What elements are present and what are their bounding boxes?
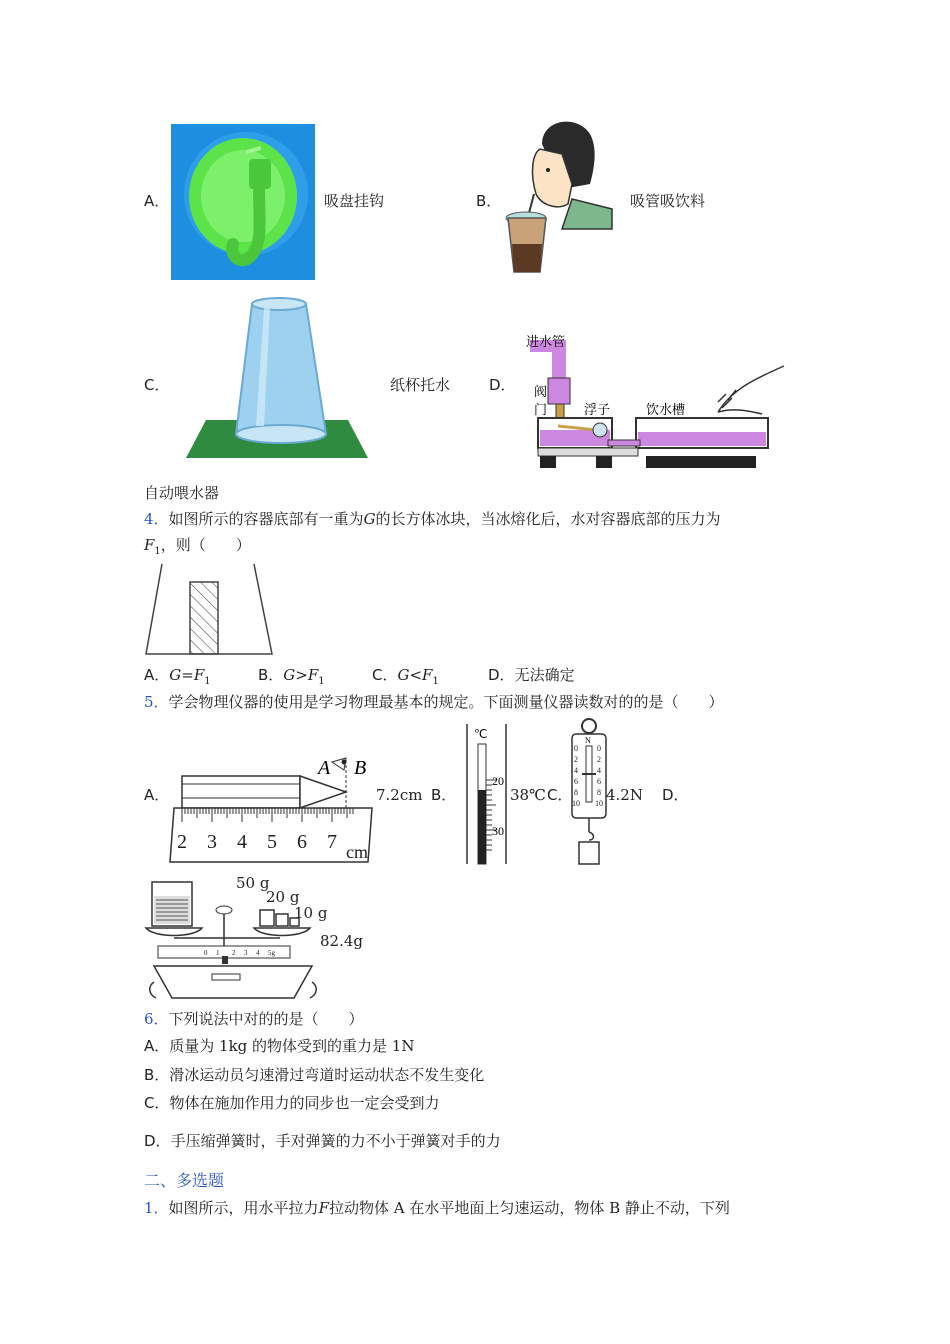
svg-text:0: 0 [597,744,601,753]
q6-number: 6． [144,1010,169,1028]
balance-weight-10g: 10 g [294,904,328,922]
thermometer-unit: ℃ [474,727,488,741]
balance-weight-20g: 20 g [266,888,300,906]
option-d-letter: D． [489,376,516,394]
option-d-caption: 自动喂水器 [144,484,220,502]
q6-option-c[interactable]: C．物体在施加作用力的同步也一定会受到力 [144,1094,440,1112]
q4-option-b[interactable]: B．$G>F_1$ [258,666,325,687]
q5-option-a-letter: A． [144,786,170,804]
ruler-tick-7: 7 [327,831,337,853]
spring-top-label: N [585,736,591,745]
feeder-label-valve-1: 阀 [534,384,548,399]
suction-hook-image [171,124,315,280]
svg-text:0: 0 [574,744,578,753]
option-c-letter: C． [144,376,170,394]
thermometer-figure [462,722,510,866]
svg-text:6: 6 [597,777,601,786]
q4-option-d[interactable]: D．无法确定 [488,666,575,684]
q4-stem-line1: 4．如图所示的容器底部有一重为G的长方体冰块，当冰熔化后，水对容器底部的压力为 [144,510,721,528]
balance-weight-50g: 50 g [236,874,270,892]
q5-option-d-letter: D． [662,786,689,804]
svg-text:10: 10 [595,799,603,808]
svg-text:4: 4 [574,766,578,775]
paper-cup-image [186,296,368,460]
feeder-label-trough: 饮水槽 [646,402,686,417]
q5-option-b-letter: B． [431,786,457,804]
thermometer-tick-30: 30 [492,824,504,838]
q4-stem-line2: $F_1$，则（ ） [144,536,251,557]
option-c-caption: 纸杯托水 [390,376,451,394]
q4-option-a[interactable]: A．$G=F_1$ [144,666,211,687]
svg-text:5g: 5g [268,949,275,957]
svg-text:2: 2 [574,755,578,764]
feeder-label-inlet: 进水管 [526,334,566,349]
q6-option-b[interactable]: B．滑冰运动员匀速滑过弯道时运动状态不发生变化 [144,1066,485,1084]
ruler-tick-4: 4 [237,831,247,853]
mq1-number: 1． [144,1199,169,1217]
svg-text:0: 0 [204,949,208,957]
feeder-label-valve-2: 门 [534,402,548,417]
ruler-figure [168,750,376,870]
q6-option-a[interactable]: A．质量为 1kg 的物体受到的重力是 1N [144,1037,415,1055]
svg-text:2: 2 [232,949,236,957]
straw-drink-image [502,114,614,278]
ruler-tick-5: 5 [267,831,277,853]
option-a-caption: 吸盘挂钩 [324,192,385,210]
q4-option-c[interactable]: C．$G<F_1$ [372,666,439,687]
q5-option-c-letter: C． [547,786,573,804]
q6-option-d[interactable]: D．手压缩弹簧时，手对弹簧的力不小于弹簧对手的力 [144,1132,501,1150]
q5-option-d-value: 82.4g [320,932,364,950]
svg-text:4: 4 [597,766,601,775]
svg-text:10: 10 [572,799,580,808]
ruler-tick-3: 3 [207,831,217,853]
svg-text:2: 2 [597,755,601,764]
option-a-letter: A． [144,192,170,210]
section-title-multiple-choice: 二、多选题 [144,1171,225,1190]
q5-option-a-value: 7.2cm [376,786,423,804]
q4-number: 4． [144,510,169,528]
ruler-unit: cm [346,842,368,862]
option-b-letter: B． [476,192,502,210]
q5-option-c-value: 4.2N [606,786,643,804]
svg-text:4: 4 [256,949,260,957]
spring-scale-figure [568,716,610,868]
feeder-label-float: 浮子 [584,402,611,417]
q5-option-b-value: 38℃ [510,786,546,804]
thermometer-tick-20: 20 [492,774,504,788]
q6-stem: 6．下列说法中对的的是（ ） [144,1010,364,1028]
ruler-mark-a: A [318,757,331,779]
svg-text:8: 8 [574,788,578,797]
svg-text:6: 6 [574,777,578,786]
q5-number: 5． [144,693,169,711]
ruler-mark-b: B [354,757,367,779]
svg-text:8: 8 [597,788,601,797]
ruler-tick-6: 6 [297,831,307,853]
svg-text:3: 3 [244,949,248,957]
q5-stem: 5．学会物理仪器的使用是学习物理最基本的规定。下面测量仪器读数对的的是（ ） [144,693,724,711]
option-b-caption: 吸管吸饮料 [630,192,706,210]
svg-text:1: 1 [216,949,220,957]
auto-feeder-image [522,330,790,472]
ruler-tick-2: 2 [177,831,187,853]
mq1-stem: 1．如图所示，用水平拉力F拉动物体 A 在水平地面上匀速运动，物体 B 静止不动，下列 [144,1199,730,1217]
container-ice-figure [144,560,274,656]
